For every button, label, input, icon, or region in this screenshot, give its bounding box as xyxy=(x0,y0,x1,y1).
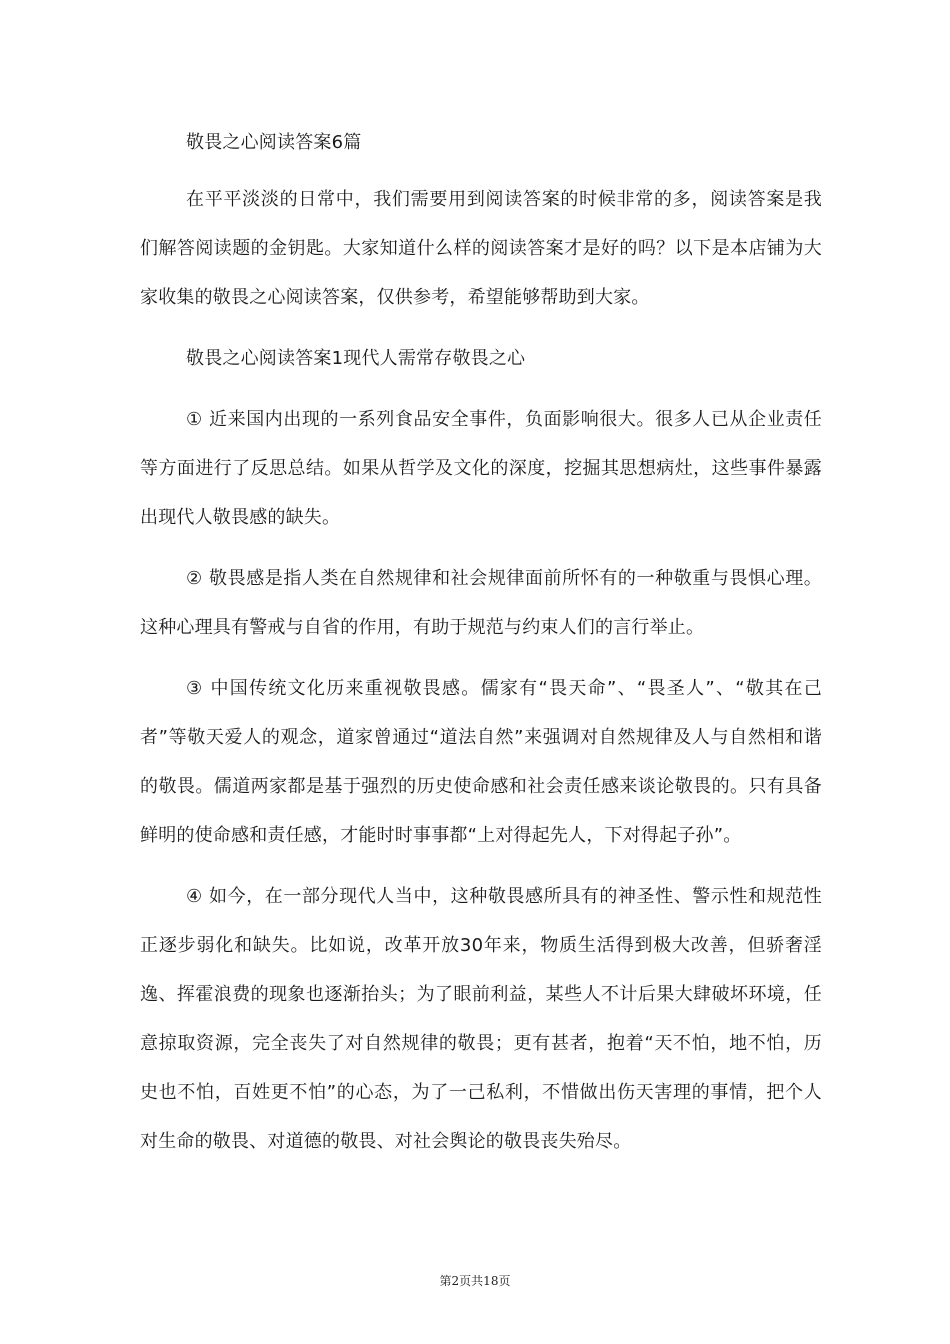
paragraph-2: ② 敬畏感是指人类在自然规律和社会规律面前所怀有的一种敬重与畏惧心理。这种心理具有警戒与自省的作用，有助于规范与约束人们的言行举止。 xyxy=(140,568,822,638)
intro-paragraph: 在平平淡淡的日常中，我们需要用到阅读答案的时候非常的多，阅读答案是我们解答阅读题的金钥匙。大家知道什么样的阅读答案才是好的吗？以下是本店铺为大家收集的敬畏之心阅读答案，仅供参考，希望能够帮助到大家。 xyxy=(140,189,822,308)
document-title: 敬畏之心阅读答案6篇 xyxy=(186,132,362,153)
paragraph-4: ④ 如今，在一部分现代人当中，这种敬畏感所具有的神圣性、警示性和规范性正逐步弱化和缺失。比如说，改革开放30年来，物质生活得到极大改善，但骄奢淫逸、挥霍浪费的现象也逐渐抬头；为了眼前利益，某些人不计后果大肆破坏环境，任意掠取资源，完全丧失了对自然规律的敬畏；更有甚者，抱着“天不怕，地不怕，历史也不怕，百姓更不怕”的心态，为了一己私利，不惜做出伤天害理的事情，把个人对生命的敬畏、对道德的敬畏、对社会舆论的敬畏丧失殆尽。 xyxy=(140,886,822,1152)
paragraph-3: ③ 中国传统文化历来重视敬畏感。儒家有“畏天命”、“畏圣人”、“敬其在己者”等敬天爱人的观念，道家曾通过“道法自然”来强调对自然规律及人与自然相和谐的敬畏。儒道两家都是基于强烈的历史使命感和社会责任感来谈论敬畏的。只有具备鲜明的使命感和责任感，才能时时事事都“上对得起先人，下对得起子孙”。 xyxy=(140,678,822,846)
document-body xyxy=(140,118,822,1178)
page-number-footer: 第2页共18页 xyxy=(439,1274,511,1288)
paragraph-1: ① 近来国内出现的一系列食品安全事件，负面影响很大。很多人已从企业责任等方面进行了反思总结。如果从哲学及文化的深度，挖掘其思想病灶，这些事件暴露出现代人敬畏感的缺失。 xyxy=(140,409,822,528)
section-heading: 敬畏之心阅读答案1现代人需常存敬畏之心 xyxy=(186,348,526,369)
